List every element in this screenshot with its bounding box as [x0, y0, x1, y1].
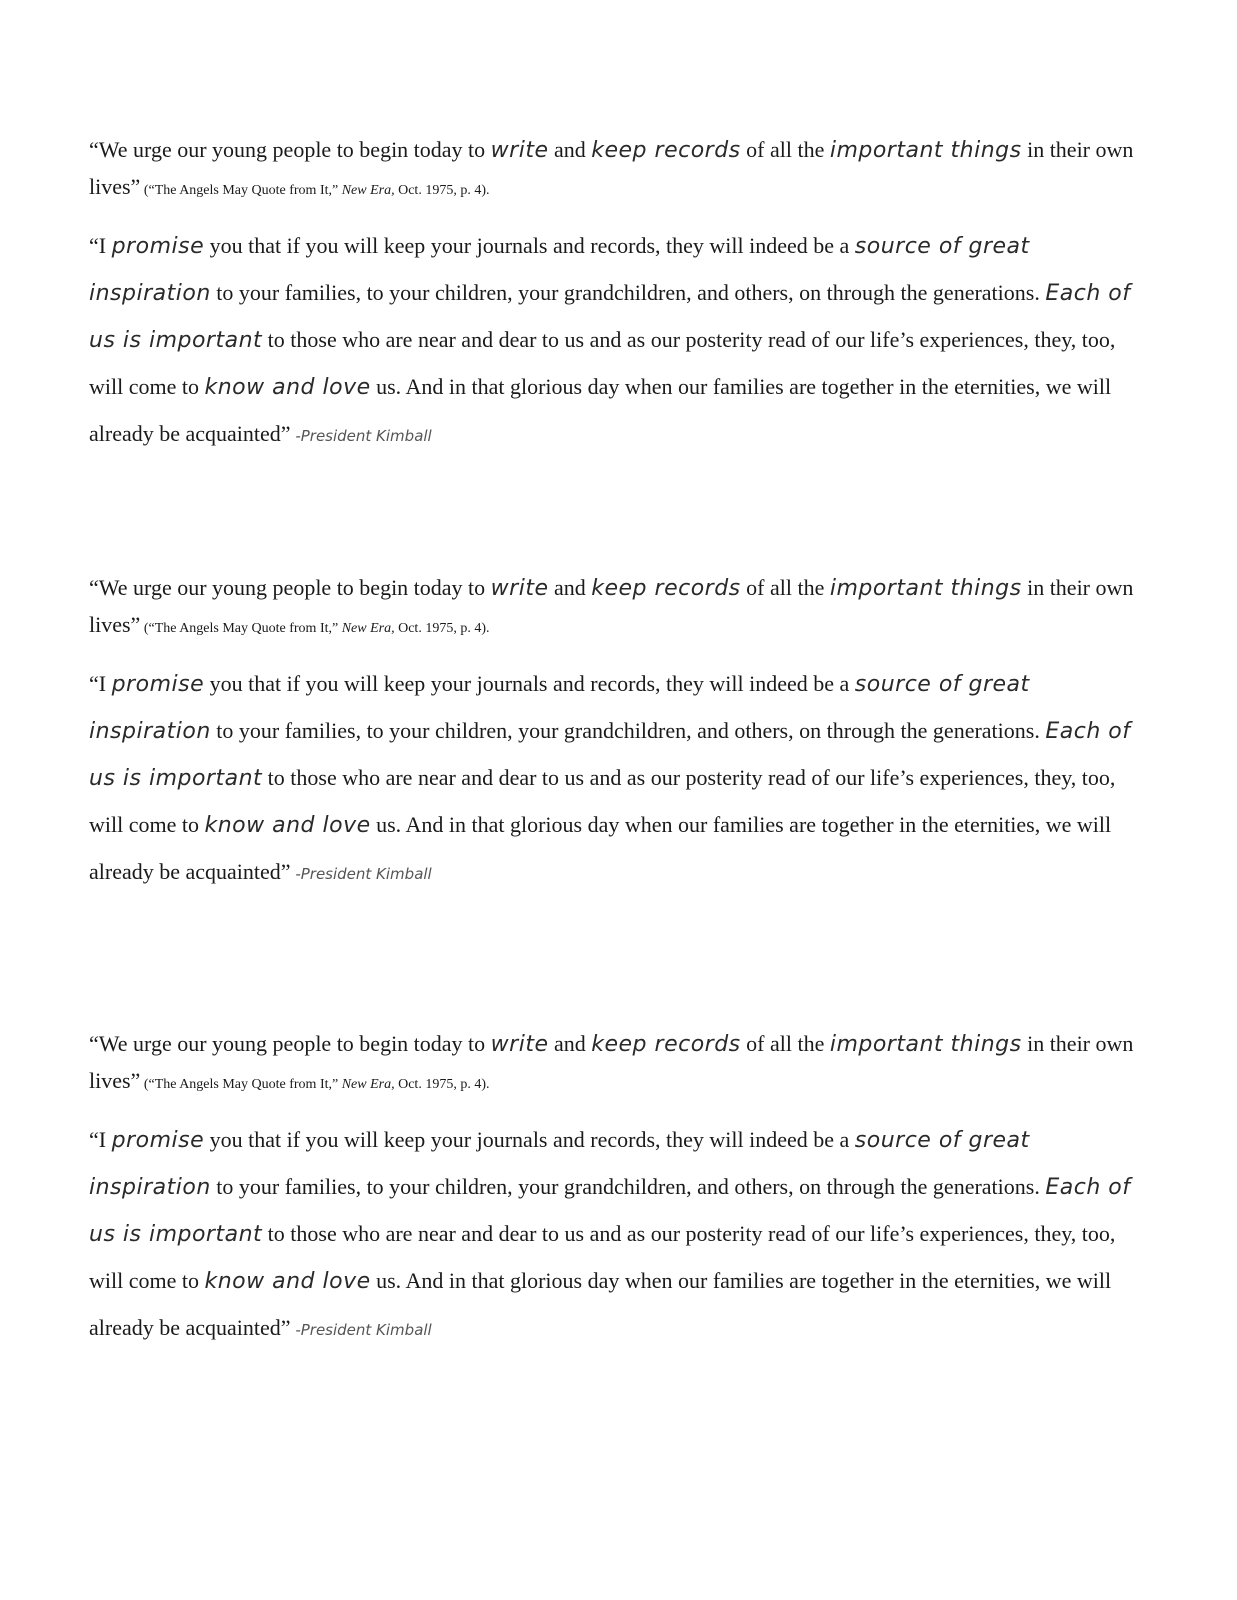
emphasis-source-of-great-inspiration: source of great inspiration [89, 1128, 1030, 1200]
text: in their own lives” [89, 1031, 1134, 1093]
emphasis-keep-records: keep records [591, 576, 741, 601]
text: to those who are near and dear to us and as our posterity read of our life’s experiences, they, too, will come to [89, 765, 1116, 837]
quote-promise [89, 661, 1149, 897]
text: to those who are near and dear to us and as our posterity read of our life’s experiences, they, too, will come to [89, 327, 1116, 399]
emphasis-important-things: important things [829, 576, 1022, 601]
text: “We urge our young people to begin today to [89, 137, 491, 162]
text: and [548, 575, 592, 600]
emphasis-know-and-love: know and love [204, 375, 371, 400]
quote-urge [89, 1026, 1149, 1103]
text: you that if you will keep your journals and records, they will indeed be a [204, 1127, 855, 1152]
emphasis-keep-records: keep records [591, 138, 741, 163]
attribution: -President Kimball [290, 427, 432, 445]
quote-urge [89, 132, 1149, 209]
text: to your families, to your children, your grandchildren, and others, on through the generations. [210, 280, 1046, 305]
emphasis-promise: promise [111, 1128, 205, 1153]
citation-magazine: New Era, [341, 183, 395, 198]
quote-block-1 [89, 132, 1149, 459]
emphasis-source-of-great-inspiration: source of great inspiration [89, 234, 1030, 306]
text: of all the [740, 575, 830, 600]
citation-text: (“The Angels May Quote from It,” [140, 183, 342, 198]
text: and [548, 1031, 592, 1056]
text: us. And in that glorious day when our families are together in the eternities, we will already be acquainted” [89, 374, 1112, 446]
emphasis-keep-records: keep records [591, 1032, 741, 1057]
attribution: -President Kimball [290, 865, 432, 883]
text: to your families, to your children, your grandchildren, and others, on through the generations. [210, 718, 1046, 743]
citation [140, 183, 489, 198]
emphasis-write: write [490, 138, 549, 163]
text: you that if you will keep your journals and records, they will indeed be a [204, 671, 855, 696]
text: to those who are near and dear to us and as our posterity read of our life’s experiences, they, too, will come to [89, 1221, 1116, 1293]
citation-text: (“The Angels May Quote from It,” [140, 621, 342, 636]
emphasis-know-and-love: know and love [204, 813, 371, 838]
attribution: -President Kimball [290, 1321, 432, 1339]
text: in their own lives” [89, 575, 1134, 637]
emphasis-each-of-us-is-important: Each of us is important [89, 1175, 1131, 1247]
emphasis-promise: promise [111, 672, 205, 697]
emphasis-important-things: important things [829, 138, 1022, 163]
citation-date: Oct. 1975, p. 4). [394, 183, 490, 198]
text: us. And in that glorious day when our families are together in the eternities, we will already be acquainted” [89, 812, 1112, 884]
text: “I [89, 1127, 112, 1152]
emphasis-write: write [490, 1032, 549, 1057]
quote-promise [89, 223, 1149, 459]
text: “We urge our young people to begin today to [89, 575, 491, 600]
citation-date: Oct. 1975, p. 4). [394, 621, 490, 636]
text: “We urge our young people to begin today to [89, 1031, 491, 1056]
emphasis-each-of-us-is-important: Each of us is important [89, 281, 1131, 353]
quote-urge [89, 570, 1149, 647]
text: to your families, to your children, your grandchildren, and others, on through the generations. [210, 1174, 1046, 1199]
emphasis-source-of-great-inspiration: source of great inspiration [89, 672, 1030, 744]
citation [140, 1077, 489, 1092]
citation [140, 621, 489, 636]
text: you that if you will keep your journals and records, they will indeed be a [204, 233, 855, 258]
quote-block-3 [89, 1026, 1149, 1353]
emphasis-promise: promise [111, 234, 205, 259]
emphasis-know-and-love: know and love [204, 1269, 371, 1294]
text: us. And in that glorious day when our families are together in the eternities, we will already be acquainted” [89, 1268, 1112, 1340]
text: and [548, 137, 592, 162]
citation-magazine: New Era, [341, 621, 395, 636]
text: “I [89, 671, 112, 696]
quote-promise [89, 1117, 1149, 1353]
citation-date: Oct. 1975, p. 4). [394, 1077, 490, 1092]
quote-block-2 [89, 570, 1149, 897]
emphasis-write: write [490, 576, 549, 601]
text: of all the [740, 137, 830, 162]
text: of all the [740, 1031, 830, 1056]
emphasis-each-of-us-is-important: Each of us is important [89, 719, 1131, 791]
citation-magazine: New Era, [341, 1077, 395, 1092]
text: in their own lives” [89, 137, 1134, 199]
emphasis-important-things: important things [829, 1032, 1022, 1057]
text: “I [89, 233, 112, 258]
citation-text: (“The Angels May Quote from It,” [140, 1077, 342, 1092]
